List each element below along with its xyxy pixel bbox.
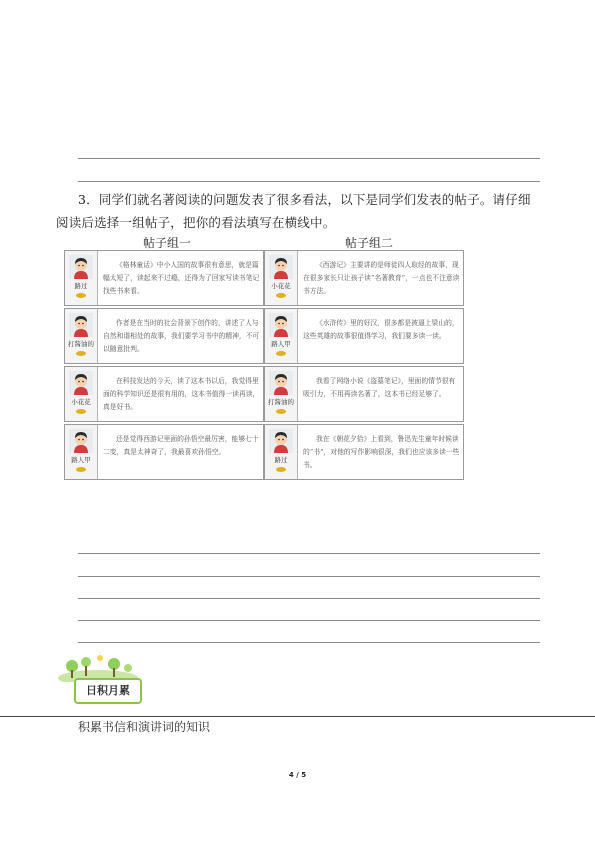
avatar: [69, 255, 93, 279]
username: 打酱油的: [268, 398, 294, 406]
answer-line[interactable]: [78, 181, 540, 182]
post: [64, 250, 264, 306]
badge-icon: [76, 467, 86, 472]
avatar: [269, 255, 293, 279]
post: [64, 308, 264, 364]
badge-icon: [76, 293, 86, 298]
avatar: [269, 371, 293, 395]
answer-line[interactable]: [78, 620, 540, 621]
badge-icon: [276, 409, 286, 414]
divider: [0, 716, 595, 717]
username: 路过: [74, 282, 88, 290]
badge-icon: [276, 351, 286, 356]
post-user: [265, 251, 298, 305]
post-user: [65, 425, 98, 479]
group-title-2: 帖子组二: [345, 236, 394, 250]
post: [264, 366, 464, 422]
post-text: 我在《朝花夕拾》上看到，鲁迅先生童年时候读的“书”，对他的写作影响很深，我们也应该多读一些书。: [303, 435, 460, 469]
section-label: 日积月累: [74, 678, 142, 704]
avatar: [69, 313, 93, 337]
group-title-1: 帖子组一: [143, 236, 192, 250]
post-text: 还是觉得西游记里面的孙悟空最厉害，能够七十二变，真是太神奇了，我最喜欢孙悟空。: [103, 435, 259, 456]
post-text: 作者是在当时的社会背景下创作的，讲述了人与自然和谐相处的故事，我们要学习书中的精神，不可以随意批判。: [103, 319, 260, 353]
username: 小花花: [271, 282, 291, 290]
username: 路过: [274, 456, 288, 464]
avatar: [69, 371, 93, 395]
post-user: [65, 251, 98, 305]
post-text: 《格林童话》中小人国的故事很有意思，就是篇幅太短了，读起来不过瘾，还得为了回家写读书笔记找些书来看。: [103, 261, 260, 295]
answer-line[interactable]: [78, 553, 540, 554]
footer-text: 积累书信和演讲词的知识: [78, 720, 211, 734]
avatar: [69, 429, 93, 453]
post-text: 在科技发达的今天，读了这本书以后，我觉得里面的科学知识还是很有用的，这本书值得一读再读，真是好书。: [103, 377, 260, 411]
badge-icon: [76, 409, 86, 414]
section-logo: [56, 652, 140, 704]
post-user: [265, 367, 298, 421]
post-group-2: [264, 250, 464, 482]
avatar: [269, 313, 293, 337]
answer-line[interactable]: [78, 642, 540, 643]
post-text: 《水浒传》里的好汉，很多都是被逼上梁山的，这些英雄的故事很值得学习，我们要多读一读。: [303, 319, 459, 340]
post: [264, 250, 464, 306]
question-3: 3．同学们就名著阅读的问题发表了很多看法，以下是同学们发表的帖子。请仔细阅读后选择一组帖子，把你的看法填写在横线中。: [56, 192, 531, 230]
page-number: 4 / 5: [288, 771, 307, 779]
post-user: [65, 309, 98, 363]
post-text: 《西游记》主要讲的是师徒四人取经的故事，现在很多家长只让孩子读“名著教育”，一点也不注意读书方法。: [303, 261, 460, 295]
username: 路人甲: [271, 340, 291, 348]
username: 路人甲: [71, 456, 91, 464]
post-user: [65, 367, 98, 421]
avatar: [269, 429, 293, 453]
post-user: [265, 425, 298, 479]
post-group-1: [64, 250, 264, 482]
answer-line[interactable]: [78, 158, 540, 159]
post: [64, 366, 264, 422]
badge-icon: [276, 293, 286, 298]
post-user: [265, 309, 298, 363]
username: 打酱油的: [68, 340, 94, 348]
answer-line[interactable]: [78, 598, 540, 599]
post: [264, 308, 464, 364]
post-text: 我看了网络小说《盗墓笔记》，里面的情节很有吸引力，不用再读名著了，这本书已经足够了。: [303, 377, 456, 398]
post: [264, 424, 464, 480]
post: [64, 424, 264, 480]
username: 小花花: [71, 398, 91, 406]
badge-icon: [276, 467, 286, 472]
badge-icon: [76, 351, 86, 356]
answer-line[interactable]: [78, 576, 540, 577]
